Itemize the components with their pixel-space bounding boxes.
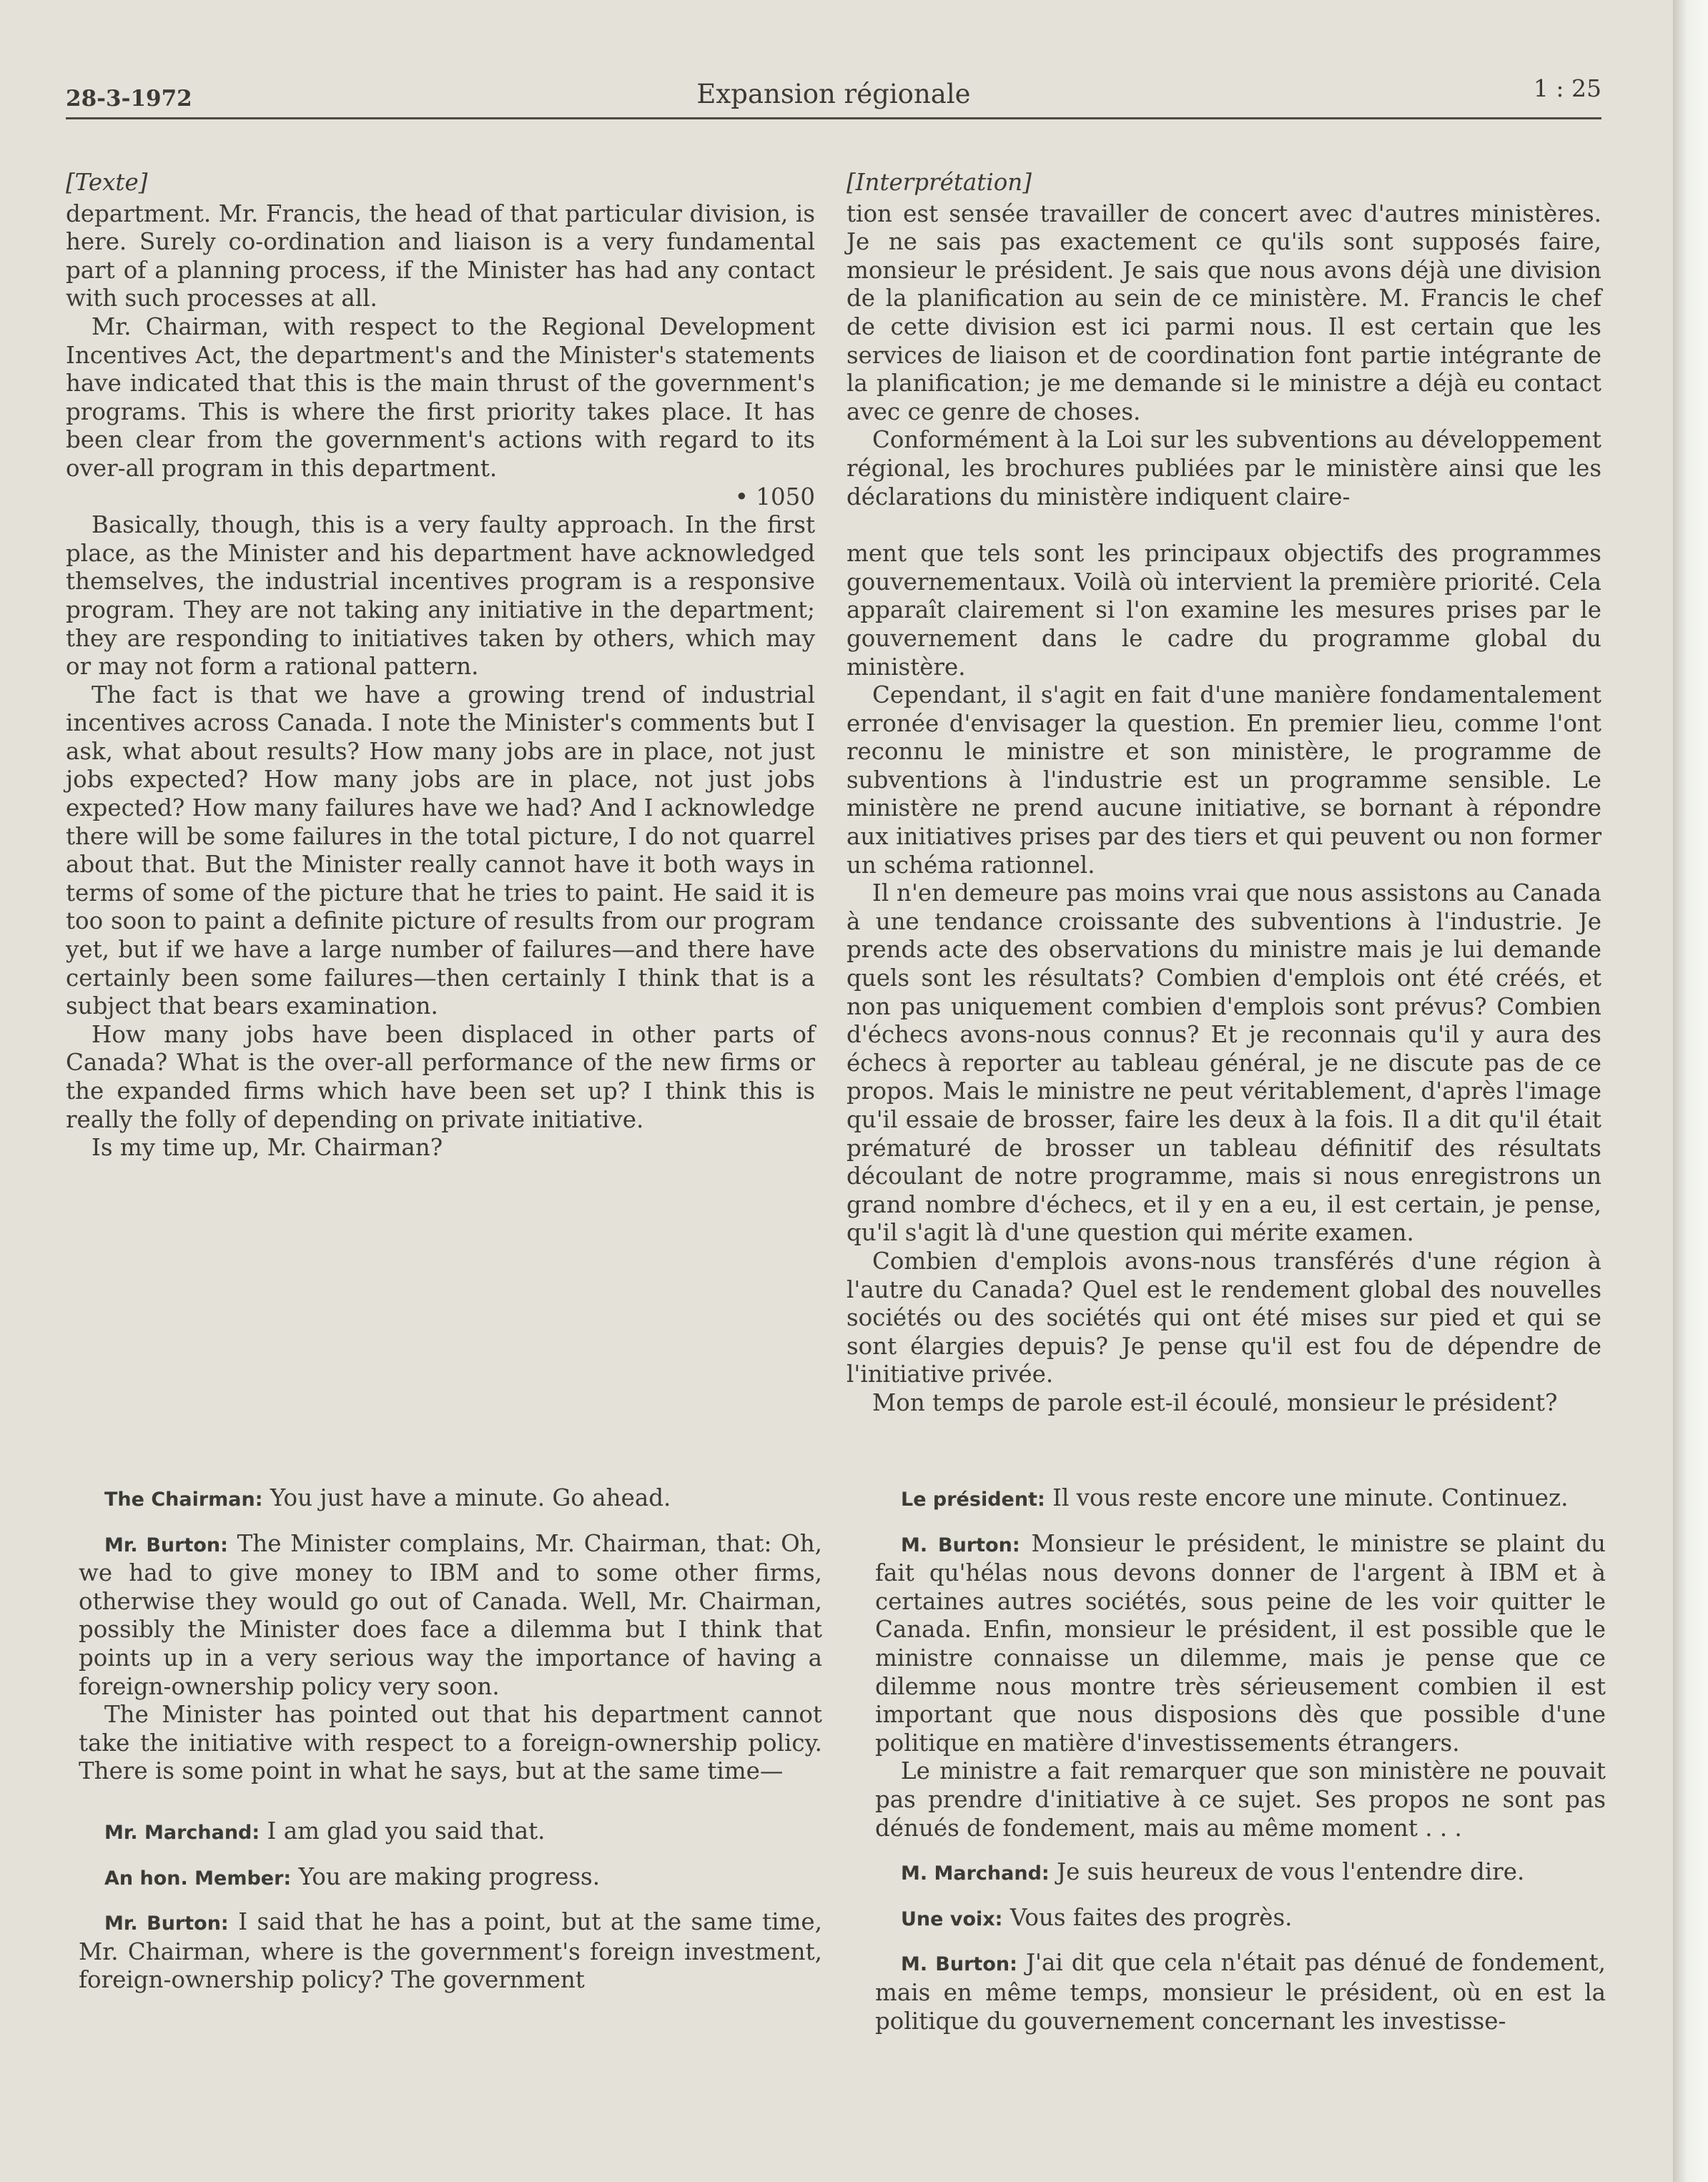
dialogue-block xyxy=(875,1904,1606,1934)
paragraph: ment que tels sont les principaux objectifs des programmes gouvernementaux. Voilà où intervient la première priorité. Cela apparaît clairement si l'on examine les mesures prises par le gouvernement dans le cadre du programme global du ministère. xyxy=(846,540,1601,681)
speaker-name: Une voix: xyxy=(901,1907,1003,1930)
dialogue-block xyxy=(79,1530,822,1702)
paragraph: The fact is that we have a growing trend of industrial incentives across Canada. I note the Minister's comments but I ask, what about results? How many jobs are in place, not just jobs expected? How many jobs are in place, not just jobs expected? How many failures have we had? And I acknowledge there will be some failures in the total picture, I do not quarrel about that. But the Minister really cannot have it both ways in terms of some of the picture that he tries to paint. He said it is too soon to paint a definite picture of results from our program yet, but if we have a large number of failures—and there have certainly been some failures—then certainly I think that is a subject that bears examination. xyxy=(66,681,815,1020)
dialogue-block xyxy=(79,1863,822,1893)
dialogue-block xyxy=(875,1757,1606,1842)
english-dialogue xyxy=(79,1484,822,1995)
speaker-name: An hon. Member: xyxy=(104,1867,292,1890)
paragraph: department. Mr. Francis, the head of that particular division, is here. Surely co-ordination and liaison is a very fundamental part of a planning process, if the Minister has had any contact with such processes at all. xyxy=(66,199,815,312)
paragraph: Combien d'emplois avons-nous transférés d'une région à l'autre du Canada? Quel est le rendement global des nouvelles sociétés ou des sociétés qui ont été mises sur pied et qui se sont élargies depuis? Je pense qu'il est fou de dépendre de l'initiative privée. xyxy=(846,1247,1601,1388)
dialogue-block xyxy=(79,1701,822,1786)
speech-text: You are making progress. xyxy=(298,1862,601,1890)
speech-text: You just have a minute. Go ahead. xyxy=(270,1484,671,1511)
speaker-name: M. Burton: xyxy=(901,1534,1020,1556)
time-marker: • 1050 xyxy=(734,483,815,510)
speaker-name: Mr. Burton: xyxy=(104,1912,229,1935)
speaker-name: M. Burton: xyxy=(901,1953,1017,1976)
header-title: Expansion régionale xyxy=(696,79,971,109)
speech-text: J'ai dit que cela n'était pas dénué de fondement, mais en même temps, monsieur le président, où en est la politique du gouvernement concernant les investisse- xyxy=(875,1949,1606,2035)
speaker-name: Le président: xyxy=(901,1489,1045,1511)
speaker-name: Mr. Burton: xyxy=(104,1534,228,1556)
english-column-top xyxy=(66,169,815,1162)
speech-text: Monsieur le président, le ministre se plaint du fait qu'hélas nous devons donner de l'argent à IBM et à certaines autres sociétés, sous peine de les voir quitter le Canada. Enfin, monsieur le président, il est possible que le ministre connaisse un dilemme, mais je pense que ce dilemme nous montre très sérieusement combien il est important que nous disposions dès que possible d'une politique en matière d'investissements étrangers. xyxy=(875,1529,1606,1757)
paragraph: Il n'en demeure pas moins vrai que nous assistons au Canada à une tendance croissante des subventions à l'industrie. Je prends acte des observations du ministre mais je lui demande quels sont les résultats? Combien d'emplois ont été créés, et non pas uniquement combien d'emplois sont prévus? Combien d'échecs avons-nous connus? Et je reconnais qu'il y aura des échecs à reporter au tableau général, je ne discute pas de ce propos. Mais le ministre ne peut véritablement, d'après l'image qu'il essaie de brosser, faire les deux à la fois. Il a dit qu'il était prématuré de brosser un tableau définitif des résultats découlant de notre programme, mais si nous enregistrons un grand nombre d'échecs, et il y en a eu, il est certain, je pense, qu'il s'agit là d'une question qui mérite examen. xyxy=(846,879,1601,1247)
speech-text: Il vous reste encore une minute. Continuez. xyxy=(1052,1484,1569,1511)
column-gap xyxy=(846,511,1601,540)
header-page-number: 1 : 25 xyxy=(1533,74,1601,102)
paragraph: Mon temps de parole est-il écoulé, monsieur le président? xyxy=(872,1388,1558,1416)
speech-text: Le ministre a fait remarquer que son ministère ne pouvait pas prendre d'initiative à ce sujet. Ses propos ne sont pas dénués de fondement, mais au même moment . . . xyxy=(875,1757,1606,1842)
dialogue-block xyxy=(79,1484,822,1514)
dialogue-block xyxy=(875,1858,1606,1888)
page-edge xyxy=(1673,0,1708,2182)
speech-text: I am glad you said that. xyxy=(267,1817,546,1845)
dialogue-block xyxy=(875,1484,1606,1514)
dialogue-block xyxy=(79,1817,822,1847)
header-date: 28-3-1972 xyxy=(66,86,192,112)
speech-text: Je suis heureux de vous l'entendre dire. xyxy=(1057,1858,1525,1886)
page-header xyxy=(66,71,1601,119)
speech-text: I said that he has a point, but at the same time, Mr. Chairman, where is the government's foreign investment, foreign-ownership policy? The government xyxy=(79,1908,822,1994)
speech-text: The Minister has pointed out that his department cannot take the initiative with respect to a foreign-ownership policy. There is some point in what he says, but at the same time— xyxy=(79,1701,822,1785)
dialogue-block xyxy=(875,1530,1606,1758)
paragraph: Cependant, il s'agit en fait d'une manière fondamentalement erronée d'envisager la question. En premier lieu, comme l'ont reconnu le ministre et son ministère, le programme de subventions à l'industrie est un programme sensible. Le ministère ne prend aucune initiative, se bornant à répondre aux initiatives prises par des tiers et qui peuvent ou non former un schéma rationnel. xyxy=(846,681,1601,879)
section-label-texte: [Texte] xyxy=(66,169,148,196)
paragraph: Is my time up, Mr. Chairman? xyxy=(92,1134,443,1162)
french-dialogue xyxy=(875,1484,1606,2035)
paragraph: How many jobs have been displaced in other parts of Canada? What is the over-all performance of the new firms or the expanded firms which have been set up? I think this is really the folly of depending on private initiative. xyxy=(66,1020,815,1133)
speaker-name: The Chairman: xyxy=(104,1489,263,1511)
speech-text: The Minister complains, Mr. Chairman, that: Oh, we had to give money to IBM and to some other firms, otherwise they would go out of Canada. Well, Mr. Chairman, possibly the Minister does face a dilemma but I think that points up in a very serious way the importance of having a foreign-ownership policy very soon. xyxy=(79,1529,822,1700)
paragraph: tion est sensée travailler de concert avec d'autres ministères. Je ne sais pas exactement ce qu'ils sont supposés faire, monsieur le président. Je sais que nous avons déjà une division de la planification au sein de ce ministère. M. Francis le chef de cette division est ici parmi nous. Il est certain que les services de liaison et de coordination font partie intégrante de la planification; je me demande si le ministre a déjà eu contact avec ce genre de choses. xyxy=(846,199,1601,425)
french-column-top xyxy=(846,169,1601,1418)
paragraph: Basically, though, this is a very faulty approach. In the first place, as the Minister and his department have acknowledged themselves, the industrial incentives program is a responsive program. They are not taking any initiative in the department; they are responding to initiatives taken by others, which may or may not form a rational pattern. xyxy=(66,511,815,681)
speech-text: Vous faites des progrès. xyxy=(1010,1903,1293,1931)
paragraph: Mr. Chairman, with respect to the Regional Development Incentives Act, the department's and the Minister's statements have indicated that this is the main thrust of the government's programs. This is where the first priority takes place. It has been clear from the government's actions with regard to its over-all program in this department. xyxy=(66,312,815,482)
paragraph: Conformément à la Loi sur les subventions au développement régional, les brochures publiées par le ministère ainsi que les déclarations du ministère indiquent claire- xyxy=(846,426,1601,510)
section-label-interpretation: [Interprétation] xyxy=(846,169,1032,196)
speaker-name: M. Marchand: xyxy=(901,1862,1050,1885)
dialogue-block xyxy=(79,1908,822,1995)
speaker-name: Mr. Marchand: xyxy=(104,1821,260,1844)
dialogue-block xyxy=(875,1949,1606,2035)
